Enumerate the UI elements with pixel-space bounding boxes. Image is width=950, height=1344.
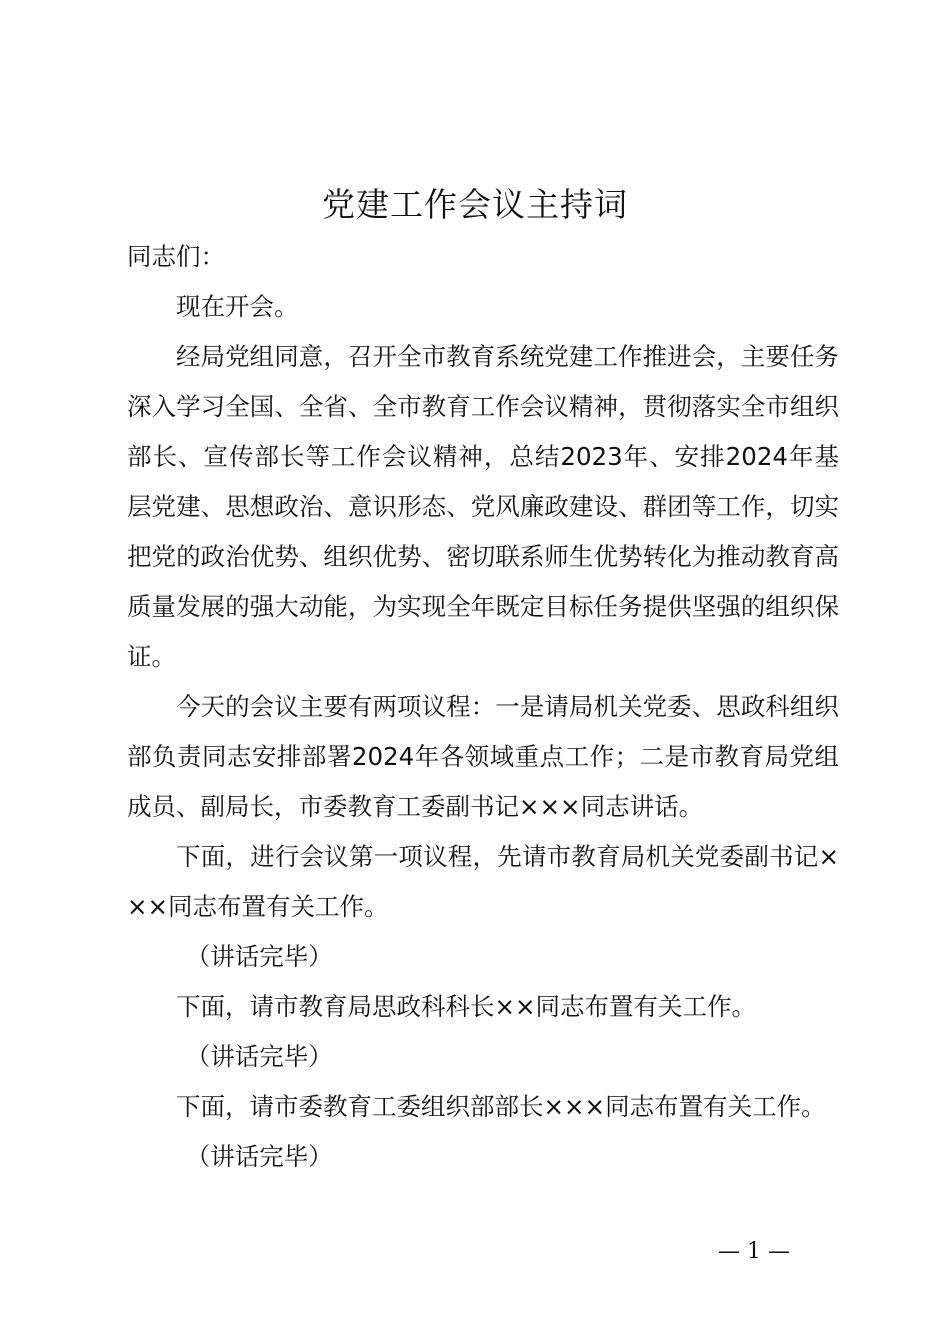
document-title: 党建工作会议主持词 bbox=[322, 185, 628, 224]
speech-end-note: （讲话完毕） bbox=[185, 1142, 333, 1171]
paragraph-first-item: 下面，进行会议第一项议程，先请市教育局机关党委副书记×××同志布置有关工作。 bbox=[127, 842, 839, 921]
paragraph-third-speaker: 下面，请市委教育工委组织部部长×××同志布置有关工作。 bbox=[176, 1092, 826, 1121]
paragraph-purpose: 经局党组同意，召开全市教育系统党建工作推进会，主要任务深入学习全国、全省、全市教育工作会议精神，贯彻落实全市组织部长、宣传部长等工作会议精神，总结2023年、安排2024年基层党建、思想政治、意识形态、党风廉政建设、群团等工作，切实把党的政治优势、组织优势、密切联系师生优势转化为推动教育高质量发展的强大动能，为实现全年既定目标任务提供坚强的组织保证。 bbox=[127, 342, 839, 671]
salutation: 同志们： bbox=[127, 242, 225, 271]
document-body bbox=[127, 232, 839, 1182]
page-number: — 1 — bbox=[718, 1239, 790, 1264]
paragraph-opening: 现在开会。 bbox=[176, 292, 299, 321]
speech-end-note: （讲话完毕） bbox=[185, 1042, 333, 1071]
paragraph-agenda: 今天的会议主要有两项议程：一是请局机关党委、思政科组织部负责同志安排部署2024年各领域重点工作；二是市教育局党组成员、副局长，市委教育工委副书记×××同志讲话。 bbox=[127, 692, 839, 821]
paragraph-second-speaker: 下面，请市教育局思政科科长××同志布置有关工作。 bbox=[176, 992, 757, 1021]
speech-end-note: （讲话完毕） bbox=[185, 942, 333, 971]
